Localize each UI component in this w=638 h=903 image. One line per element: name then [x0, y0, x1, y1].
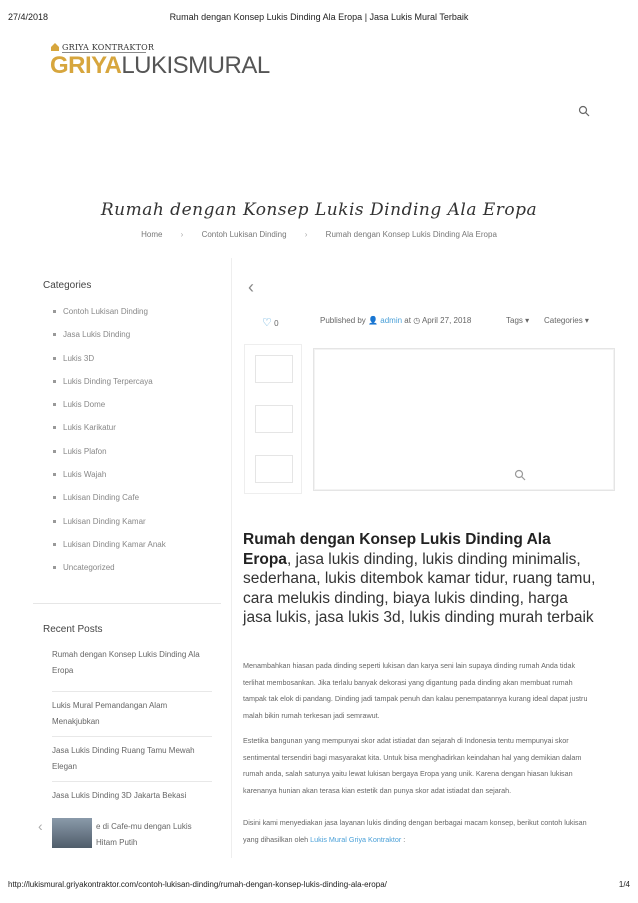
- tags-dropdown[interactable]: [506, 316, 529, 325]
- breadcrumb-category[interactable]: Contoh Lukisan Dinding: [201, 230, 287, 239]
- article-title: [243, 530, 598, 628]
- article-title-rest: , jasa lukis dinding, lukis dinding minimalis, sederhana, lukis ditembok kamar tidur, ruang tamu, cara melukis dinding, biaya lukis dinding, harga jasa lukis, jasa lukis 3d, lukis dinding murah terbaik: [243, 550, 596, 626]
- category-item[interactable]: Uncategorized: [53, 563, 166, 586]
- category-item[interactable]: Lukis Karikatur: [53, 423, 166, 446]
- category-item[interactable]: Jasa Lukis Dinding: [53, 330, 166, 353]
- print-page-number: 1/4: [618, 880, 630, 889]
- like-button[interactable]: [262, 316, 279, 329]
- gallery-thumb[interactable]: [255, 355, 293, 383]
- recent-post[interactable]: Jasa Lukis Dinding 3D Jakarta Bekasi: [52, 791, 187, 800]
- paragraph-end: :: [401, 834, 406, 844]
- chevron-right-icon: ›: [304, 230, 308, 239]
- published-by-label: Published by: [320, 316, 366, 325]
- sidebar-divider: [33, 603, 221, 604]
- recent-post[interactable]: Rumah dengan Konsep Lukis Dinding Ala Eropa: [52, 647, 212, 692]
- published-info: [320, 316, 471, 325]
- print-title: Rumah dengan Konsep Lukis Dinding Ala Eropa | Jasa Lukis Mural Terbaik: [169, 12, 469, 22]
- clock-icon: ◷: [413, 316, 421, 325]
- breadcrumb-home[interactable]: Home: [141, 230, 163, 239]
- category-item[interactable]: Lukis Dinding Terpercaya: [53, 377, 166, 400]
- chevron-right-icon: ›: [180, 230, 184, 239]
- article-paragraph: [243, 815, 598, 848]
- category-item[interactable]: Lukis Dome: [53, 400, 166, 423]
- category-item[interactable]: Lukisan Dinding Kamar: [53, 517, 166, 540]
- categories-label: Categories: [544, 316, 583, 325]
- prev-post-arrow[interactable]: ‹: [248, 277, 254, 297]
- like-count: 0: [274, 319, 279, 328]
- categories-heading: Categories: [43, 280, 92, 291]
- article-paragraph: Menambahkan hiasan pada dinding seperti lukisan dan karya seni lain supaya dinding rumah Anda tidak terlihat membosankan. Jika terlalu banyak dekorasi yang digantung pada dinding akan membuat rumah tampak tak elok di pandang. Dinding jadi tampak penuh dan kalau penempatannya kurang ideal dapat justru malah bikin rumah terkesan jadi semrawut.: [243, 661, 588, 720]
- category-item[interactable]: Lukis Plafon: [53, 447, 166, 470]
- caret-down-icon: ▾: [525, 316, 530, 325]
- article-paragraph: Estetika bangunan yang mempunyai skor adat istiadat dan sejarah di Indonesia tentu mempunyai skor sentimental tersendiri bagi masyarakat kita. Untuk bisa menghadirkan keindahan hal yang demikian dalam rumah anda, salah satunya yaitu lewat lukisan bergaya Eropa yang unik. Karena dengan hiasan lukisan karenanya hunian akan terasa kian estetik dan punya skor adat istiadat dan sejarah.: [243, 736, 582, 795]
- chevron-left-icon[interactable]: ‹: [38, 818, 43, 834]
- gallery-thumb[interactable]: [255, 455, 293, 483]
- user-icon: 👤: [368, 316, 379, 325]
- paragraph-text: Disini kami menyediakan jasa layanan lukis dinding dengan berbagai macam konsep, berikut contoh lukisan yang dihasilkan oleh: [243, 818, 587, 844]
- breadcrumb-current[interactable]: Rumah dengan Konsep Lukis Dinding Ala Eropa: [325, 230, 497, 239]
- recent-posts-heading: Recent Posts: [43, 624, 103, 635]
- categories-dropdown[interactable]: [544, 316, 589, 325]
- article-title-bold: Rumah dengan Konsep Lukis Dinding Ala Eropa: [243, 531, 551, 568]
- recent-post[interactable]: e di Cafe-mu dengan Lukis Hitam Putih: [96, 822, 192, 847]
- at-label: at: [404, 316, 411, 325]
- category-item[interactable]: Lukisan Dinding Kamar Anak: [53, 540, 166, 563]
- category-item[interactable]: Lukisan Dinding Cafe: [53, 493, 166, 516]
- breadcrumb: [0, 230, 638, 239]
- recent-post[interactable]: Jasa Lukis Dinding Ruang Tamu Mewah Elegan: [52, 737, 212, 782]
- post-date: April 27, 2018: [421, 316, 472, 325]
- category-item[interactable]: Lukis 3D: [53, 354, 166, 377]
- heart-icon: ♡: [262, 317, 272, 329]
- print-url: http://lukismural.griyakontraktor.com/contoh-lukisan-dinding/rumah-dengan-konsep-lukis-dinding-ala-eropa/: [8, 880, 387, 889]
- logo-small-text: GRIYA KONTRAKTOR: [62, 43, 155, 52]
- recent-post[interactable]: Lukis Mural Pemandangan Alam Menakjubkan: [52, 692, 212, 737]
- tags-label: Tags: [506, 316, 523, 325]
- logo-brand-b: LUKISMURAL: [121, 52, 270, 79]
- category-list: [53, 307, 166, 587]
- category-item[interactable]: Lukis Wajah: [53, 470, 166, 493]
- house-icon: [50, 42, 60, 52]
- print-header: [8, 12, 630, 24]
- logo-brand-a: GRIYA: [50, 52, 122, 79]
- category-item[interactable]: Contoh Lukisan Dinding: [53, 307, 166, 330]
- search-icon[interactable]: [578, 105, 590, 117]
- recent-post-thumbnail[interactable]: [52, 818, 92, 848]
- griya-kontraktor-link[interactable]: Lukis Mural Griya Kontraktor: [310, 834, 402, 844]
- author-link[interactable]: admin: [380, 316, 403, 325]
- page-title: Rumah dengan Konsep Lukis Dinding Ala Eropa: [100, 200, 538, 220]
- logo-brand: [50, 52, 270, 80]
- gallery-thumbnails: [244, 344, 302, 494]
- print-date: 27/4/2018: [8, 12, 49, 22]
- zoom-icon[interactable]: [514, 469, 526, 481]
- gallery-thumb[interactable]: [255, 405, 293, 433]
- recent-post-list: [52, 647, 212, 827]
- caret-down-icon: ▾: [584, 316, 589, 325]
- gallery-main-image[interactable]: [313, 348, 615, 491]
- column-divider: [231, 258, 232, 858]
